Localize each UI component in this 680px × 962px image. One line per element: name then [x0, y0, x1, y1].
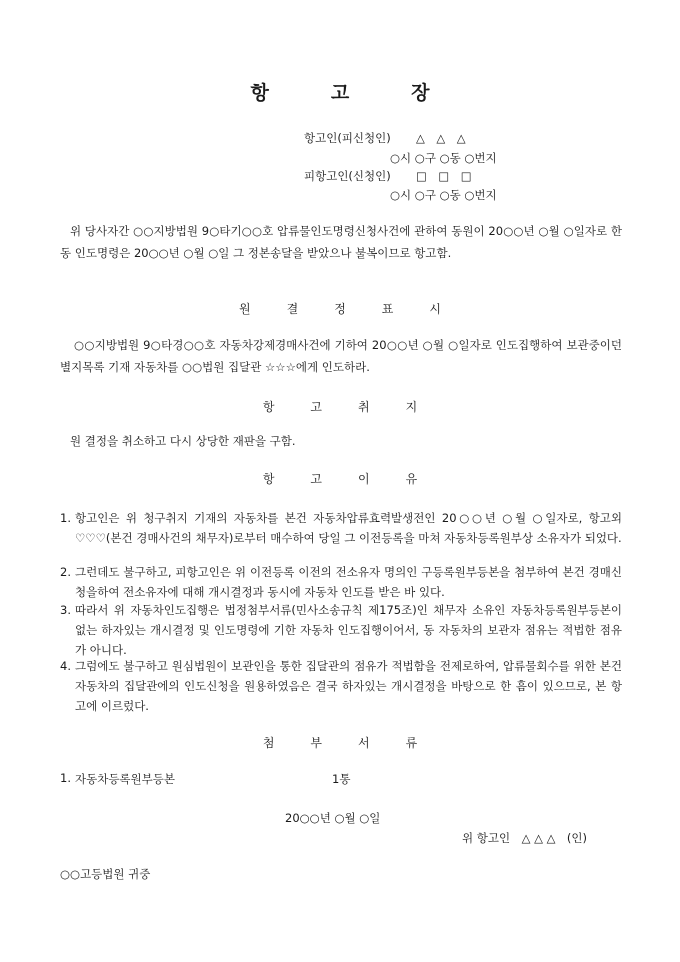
- filing-date: 20○○년 ○월 ○일: [285, 811, 381, 825]
- reason-item: 3. 따라서 위 자동차인도집행은 법정첨부서류(민사소송규칙 제175조)인 채무자 소유인 자동차등록원부등본이 없는 하자있는 개시결정 및 인도명령에 기한 자동차 인도집행이어서, 동 자동차의 보관자 점유는 적법한 점유가 아니다.: [60, 603, 622, 657]
- purpose-text: 원 결정을 취소하고 다시 상당한 재판을 구함.: [70, 434, 296, 448]
- intro-paragraph: 위 당사자간 ○○지방법원 9○타기○○호 압류물인도명령신청사건에 관하여 동원이 20○○년 ○월 ○일자로 한 동 인도명령은 20○○년 ○월 ○일 그 정본송달을 받았으나 불복이므로 항고함.: [60, 224, 622, 260]
- document-title: [0, 78, 680, 105]
- reasons-heading: 항 고 이 유: [262, 472, 418, 486]
- appellant-label: 항고인(피신청인): [304, 131, 391, 145]
- reason-item: 1. 항고인은 위 청구취지 기재의 자동차를 본건 자동차압류효력발생전인 20○○년 ○월 ○일자로, 항고외 ♡♡♡(본건 경매사건의 채무자)로부터 매수하여 당일 그 이전등록을 마쳐 자동차등록원부상 소유자가 되었다.: [60, 511, 622, 545]
- reason-item: 4. 그럼에도 불구하고 원심법원이 보관인을 통한 집달관의 점유가 적법함을 전제로하여, 압류물회수를 위한 본건 자동차의 집달관에의 인도신청을 원용하였음은 결국 하자있는 개시결정을 바탕으로 한 흠이 있으므로, 본 항고에 이르렀다.: [60, 659, 622, 713]
- appellee-name: □ □ □: [416, 169, 472, 183]
- court-addressee: ○○고등법원 귀중: [60, 867, 151, 881]
- signature-line: 위 항고인 △ △ △ (인): [462, 831, 588, 845]
- appellant-address: ○시 ○구 ○동 ○번지: [390, 151, 497, 165]
- attachment-count: 1통: [332, 772, 351, 786]
- appellant-name: △ △ △: [416, 131, 466, 145]
- title-char: 항: [250, 82, 269, 104]
- attachment-number: 1.: [60, 771, 71, 785]
- attachments-heading: 첨 부 서 류: [262, 736, 418, 750]
- original-decision-text: ○○지방법원 9○타경○○호 자동차강제경매사건에 기하여 20○○년 ○월 ○일자로 인도집행하여 보관중이던 별지목록 기재 자동차를 ○○법원 집달관 ☆☆☆에게 인도하라.: [60, 338, 622, 374]
- appellee-address: ○시 ○구 ○동 ○번지: [390, 188, 497, 202]
- original-decision-heading: 원 결 정 표 시: [239, 302, 441, 316]
- reason-item: 2. 그런데도 불구하고, 피항고인은 위 이전등록 이전의 전소유자 명의인 구등록원부등본을 첨부하여 본건 경매신청을하여 전소유자에 대해 개시결정과 동시에 자동차 인도를 받은 바 있다.: [60, 565, 622, 599]
- purpose-heading: 항 고 취 지: [262, 400, 418, 414]
- title-char: 장: [411, 82, 430, 104]
- title-char: 고: [330, 82, 350, 104]
- attachment-name: 자동차등록원부등본: [75, 772, 175, 786]
- appellee-label: 피항고인(신청인): [304, 169, 391, 183]
